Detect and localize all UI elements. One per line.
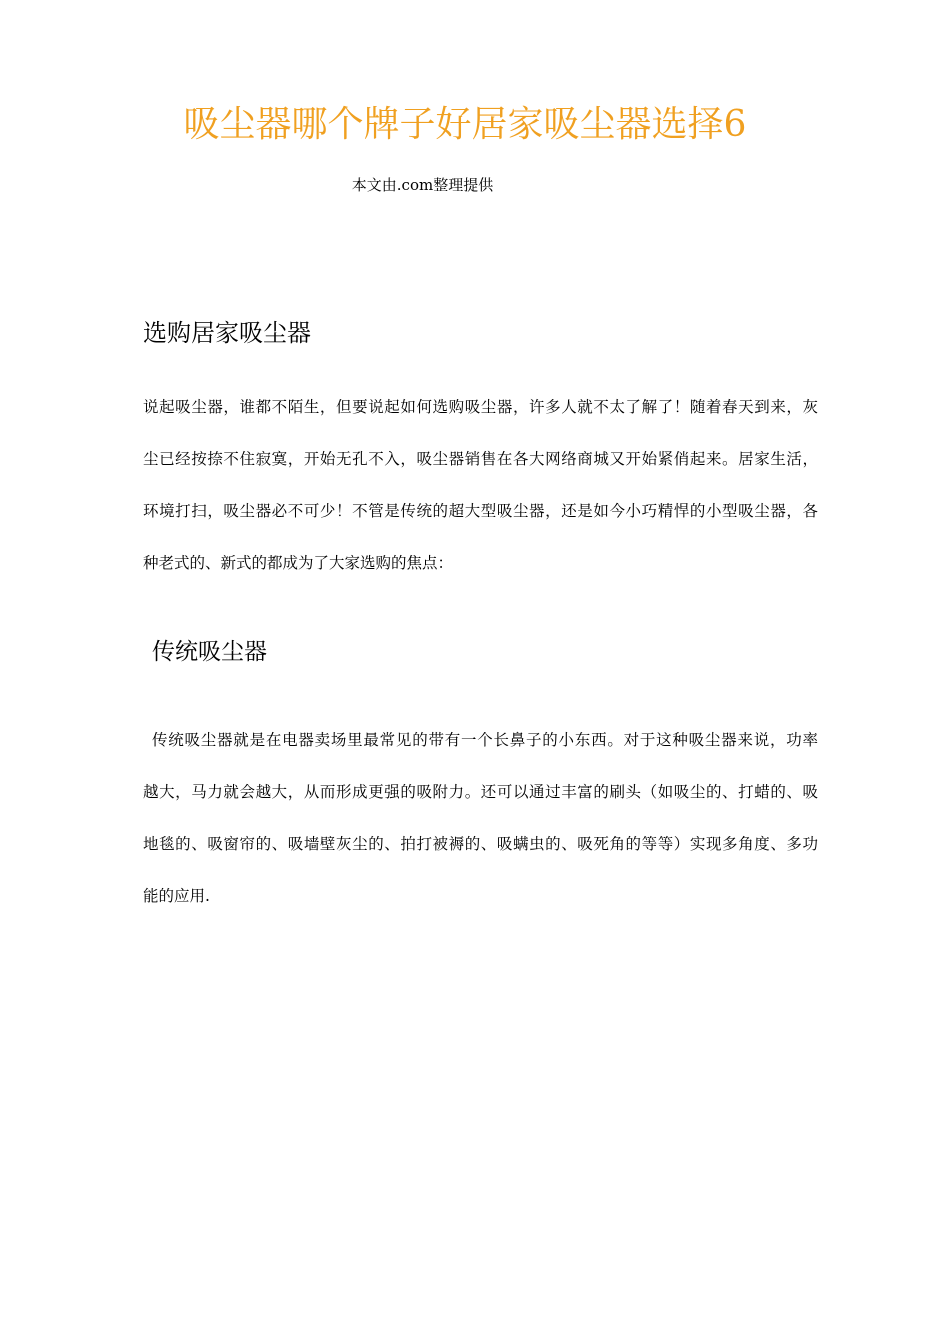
sub-heading: 传统吸尘器 xyxy=(152,639,267,665)
paragraph-line: 环境打扫，吸尘器必不可少！不管是传统的超大型吸尘器，还是如今小巧精悍的小型吸尘器，各 xyxy=(143,502,818,520)
document-title: 吸尘器哪个牌子好居家吸尘器选择6 xyxy=(183,104,747,145)
document-source-line: 本文由.com整理提供 xyxy=(351,176,494,194)
paragraph-line: 能的应用. xyxy=(143,887,210,905)
paragraph-line: 越大，马力就会越大，从而形成更强的吸附力。还可以通过丰富的刷头（如吸尘的、打蜡的、吸 xyxy=(143,783,818,801)
paragraph-line: 尘已经按捺不住寂寞，开始无孔不入，吸尘器销售在各大网络商城又开始紧俏起来。居家生活， xyxy=(143,450,818,468)
paragraph-line: 种老式的、新式的都成为了大家选购的焦点： xyxy=(143,554,454,572)
paragraph-line: 地毯的、吸窗帘的、吸墙壁灰尘的、拍打被褥的、吸螨虫的、吸死角的等等）实现多角度、多功 xyxy=(143,835,818,853)
paragraph-line: 传统吸尘器就是在电器卖场里最常见的带有一个长鼻子的小东西。对于这种吸尘器来说，功率 xyxy=(152,731,818,749)
paragraph-intro xyxy=(143,396,818,604)
paragraph-line: 说起吸尘器，谁都不陌生，但要说起如何选购吸尘器，许多人就不太了解了！随着春天到来，灰 xyxy=(143,398,818,416)
section-heading: 选购居家吸尘器 xyxy=(143,319,311,347)
paragraph-traditional xyxy=(143,729,818,937)
